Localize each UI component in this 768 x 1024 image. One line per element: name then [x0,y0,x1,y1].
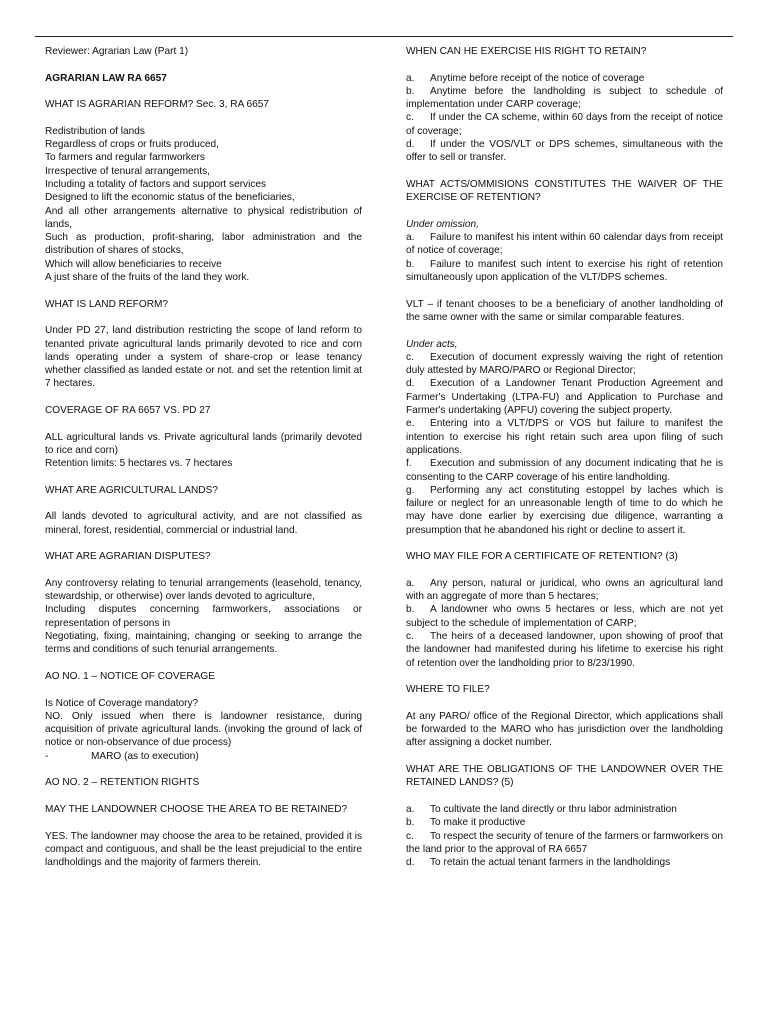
omission-list [406,231,723,284]
heading-land-reform: WHAT IS LAND REFORM? [45,298,169,310]
coverage-text: ALL agricultural lands vs. Private agricultural lands (primarily devoted to rice and corn) [45,431,362,456]
bullet-dash: - [45,750,49,762]
heading-waiver: WHAT ACTS/OMMISIONS CONSTITUTES THE WAIVER OF THE EXERCISE OF RETENTION? [406,178,723,204]
agrarian-disputes-text: Any controversy relating to tenurial arrangements (leasehold, tenancy, stewardship, or otherwise) over lands devoted to agriculture, [45,577,362,603]
definition-line: To farmers and regular farmworkers [45,152,205,164]
ao2-answer: YES. The landowner may choose the area to be retained, provided it is compact and contiguous, and shall be the least prejudicial to the entire landholdings and the majority of farmers therein. [45,830,362,869]
ao1-bullet [45,750,362,763]
list-item: c. The heirs of a deceased landowner, upon showing of proof that the landowner had manifested during his lifetime to exercise his right of retention over the landholding prior to 8/23/1990. [406,631,723,669]
definition-line: Which will allow beneficiaries to receive [45,258,222,270]
land-reform-text: Under PD 27, land distribution restricting the scope of land reform to tenanted private agricultural lands primarily devoted to rice and corn lands operating under a system of share-crop or lease tenancy whether classified as landed estate or not. and set the retention limit at 7 hectares. [45,325,362,390]
list-item: c. If under the CA scheme, within 60 days from the receipt of notice of coverage; [406,112,723,137]
definition-line: Designed to lift the economic status of the beneficiaries, [45,192,295,204]
heading-agrarian-disputes: WHAT ARE AGRARIAN DISPUTES? [45,551,211,563]
ao1-answer: NO. Only issued when there is landowner resistance, during acquisition of private agricultural lands. (invoking the ground of lack of notice or non-observance of due process) [45,710,362,749]
definition-line: Such as production, profit-sharing, labor administration and the distribution of shares of stocks, [45,232,362,257]
acts-list [406,351,723,537]
list-item: a. Any person, natural or juridical, who owns an agricultural land with an aggregate of more than 5 hectares; [406,577,723,603]
certificate-list [406,577,723,670]
document-header: Reviewer: Agrarian Law (Part 1) [45,46,189,57]
list-item: d. If under the VOS/VLT or DPS schemes, simultaneous with the offer to sell or transfer. [406,139,723,164]
definition-line: A just share of the fruits of the land they work. [45,272,250,284]
list-item: a. Failure to manifest his intent within 60 calendar days from receipt of notice of coverage; [406,232,723,257]
right-column [406,45,723,869]
omission-label: Under omission, [406,218,479,230]
list-item: d. To retain the actual tenant farmers in the landholdings [406,857,671,869]
retain-list [406,72,723,165]
vlt-text: VLT – if tenant chooses to be a beneficiary of another landholding of the same owner with the same or similar comparable features. [406,298,723,323]
heading-ao2: AO NO. 2 – RETENTION RIGHTS [45,777,200,789]
list-item: c. Execution of document expressly waiving the right of retention duly attested by MARO/PARO or Regional Director; [406,351,723,377]
heading-ao1: AO NO. 1 – NOTICE OF COVERAGE [45,670,215,682]
heading-agricultural-lands: WHAT ARE AGRICULTURAL LANDS? [45,484,218,496]
ao1-question: Is Notice of Coverage mandatory? [45,697,199,709]
list-item: c. To respect the security of tenure of the farmers or farmworkers on the land prior to the approval of RA 6657 [406,830,723,855]
acts-label: Under acts, [406,338,458,350]
list-item: f. Execution and submission of any document indicating that he is consenting to the CARP coverage of his entire landholding. [406,458,723,483]
list-item: e. Entering into a VLT/DPS or VOS but failure to manifest the intention to exercise his right retain such area upon filing of such applications. [406,418,723,456]
bullet-text: MARO (as to execution) [91,750,199,762]
list-item: b. A landowner who owns 5 hectares or less, which are not yet subject to the schedule of implementation of CARP; [406,604,723,629]
left-column [45,45,362,869]
definition-line: Including a totality of factors and support services [45,178,267,190]
heading-agrarian-reform: WHAT IS AGRARIAN REFORM? Sec. 3, RA 6657 [45,99,269,111]
definition-line: Irrespective of tenural arrangements, [45,165,210,177]
list-item: b. Anytime before the landholding is subject to schedule of implementation under CARP coverage; [406,85,723,111]
list-item: b. Failure to manifest such intent to exercise his right of retention simultaneously upon application of the VLT/DPS schemes. [406,258,723,284]
heading-where-to-file: WHERE TO FILE? [406,684,490,696]
definition-line: Redistribution of lands [45,125,145,137]
agrarian-reform-definition [45,125,362,285]
list-item: a. Anytime before receipt of the notice of coverage [406,72,645,84]
agrarian-disputes-text: Negotiating, fixing, maintaining, changing or seeking to arrange the terms and conditions of such tenurial arrangements. [45,631,362,656]
list-item: d. Execution of a Landowner Tenant Production Agreement and Farmer's Undertaking (LTPA-FU) and Application to Purchase and Farmer's undertaking (APFU) covering the subject property. [406,378,723,417]
document-title: AGRARIAN LAW RA 6657 [45,72,167,84]
obligations-list [406,803,723,869]
list-item: b. To make it productive [406,817,526,829]
heading-right-to-retain: WHEN CAN HE EXERCISE HIS RIGHT TO RETAIN? [406,46,647,57]
agricultural-lands-text: All lands devoted to agricultural activity, and are not classified as mineral, forest, residential, commercial or industrial land. [45,511,362,536]
definition-line: Regardless of crops or fruits produced, [45,139,219,151]
where-to-file-text: At any PARO/ office of the Regional Director, which applications shall be forwarded to the MARO who has jurisdiction over the landholding after assigning a docket number. [406,710,723,749]
ao2-question: MAY THE LANDOWNER CHOOSE THE AREA TO BE RETAINED? [45,803,348,815]
retention-limits-text: Retention limits: 5 hectares vs. 7 hectares [45,458,233,470]
header-rule [35,36,733,37]
definition-line: And all other arrangements alternative to physical redistribution of lands, [45,205,362,230]
heading-obligations: WHAT ARE THE OBLIGATIONS OF THE LANDOWNER OVER THE RETAINED LANDS? (5) [406,764,723,789]
heading-certificate-of-retention: WHO MAY FILE FOR A CERTIFICATE OF RETENTION? (3) [406,551,678,563]
agrarian-disputes-text: Including disputes concerning farmworkers, associations or representation of persons in [45,604,362,629]
heading-coverage: COVERAGE OF RA 6657 VS. PD 27 [45,405,211,417]
list-item: a. To cultivate the land directly or thru labor administration [406,803,677,815]
list-item: g. Performing any act constituting estoppel by laches which is failure or neglect for an unreasonable length of time to do which he may have done earlier by exercising due diligence, warranting a presumption that he abandoned his right or decline to assert it. [406,484,723,536]
